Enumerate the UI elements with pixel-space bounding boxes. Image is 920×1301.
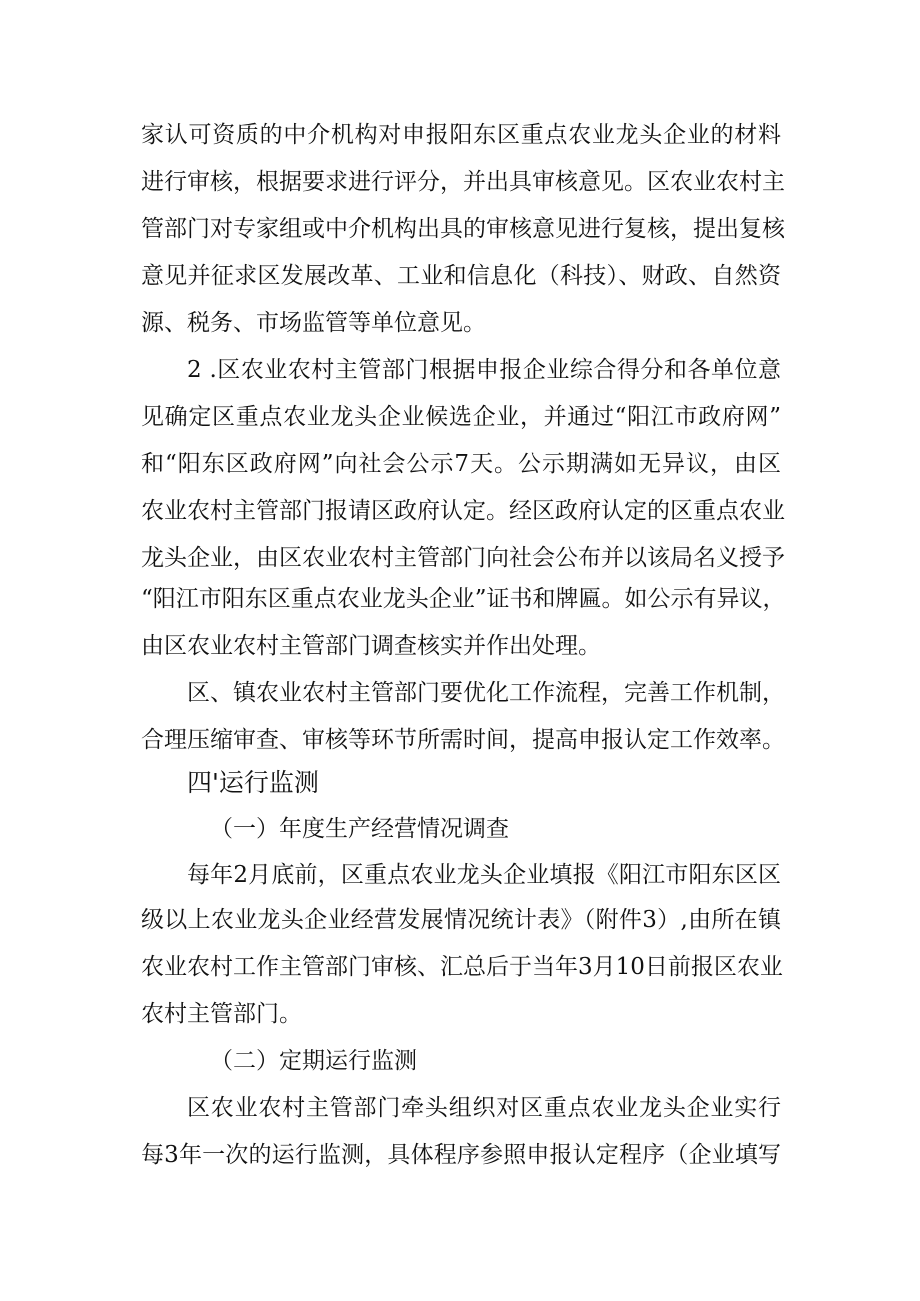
text-line: 农业农村主管部门报请区政府认定。经区政府认定的区重点农业: [141, 498, 785, 524]
text-line: 源、税务、市场监管等单位意见。: [141, 310, 486, 336]
text-line: 进行审核，根据要求进行评分，并出具审核意见。区农业农村主: [141, 169, 785, 195]
text-line: 农业农村工作主管部门审核、汇总后于当年3月10日前报区农业: [141, 954, 783, 980]
text-line: 由区农业农村主管部门调查核实并作出处理。: [141, 633, 601, 659]
text-line: 见确定区重点农业龙头企业候选企业，并通过“阳江市政府网”: [141, 404, 781, 430]
text-line: 级以上农业龙头企业经营发展情况统计表》（附件3）,由所在镇: [141, 907, 781, 933]
text-line: 管部门对专家组或中介机构出具的审核意见进行复核，提出复核: [141, 216, 785, 242]
text-line: “阳江市阳东区重点农业龙头企业”证书和牌匾。如公示有异议，: [141, 586, 786, 612]
text-line: 家认可资质的中介机构对申报阳东区重点农业龙头企业的材料: [141, 122, 781, 148]
text-line: 合理压缩审查、审核等环节所需时间，提高申报认定工作效率。: [141, 727, 785, 753]
text-line: 龙头企业，由区农业农村主管部门向社会公布并以该局名义授予: [141, 545, 785, 571]
section-heading: 四'运行监测: [187, 768, 319, 797]
subsection-heading: （二）定期运行监测: [210, 1048, 417, 1074]
text-line: 每3年一次的运行监测，具体程序参照申报认定程序（企业填写: [141, 1142, 781, 1168]
text-line: 区农业农村主管部门牵头组织对区重点农业龙头企业实行: [187, 1095, 781, 1121]
text-line: 2 .区农业农村主管部门根据申报企业综合得分和各单位意: [187, 357, 781, 383]
text-line: 和“阳东区政府网”向社会公示7天。公示期满如无异议，由区: [141, 451, 781, 477]
subsection-heading: （一）年度生产经营情况调查: [210, 816, 509, 842]
text-line: 区、镇农业农村主管部门要优化工作流程，完善工作机制，: [187, 680, 785, 706]
text-line: 意见并征求区发展改革、工业和信息化（科技）、财政、自然资: [141, 263, 781, 289]
text-line: 每年2月底前，区重点农业龙头企业填报《阳江市阳东区区: [187, 862, 781, 888]
text-line: 农村主管部门。: [141, 1001, 302, 1027]
